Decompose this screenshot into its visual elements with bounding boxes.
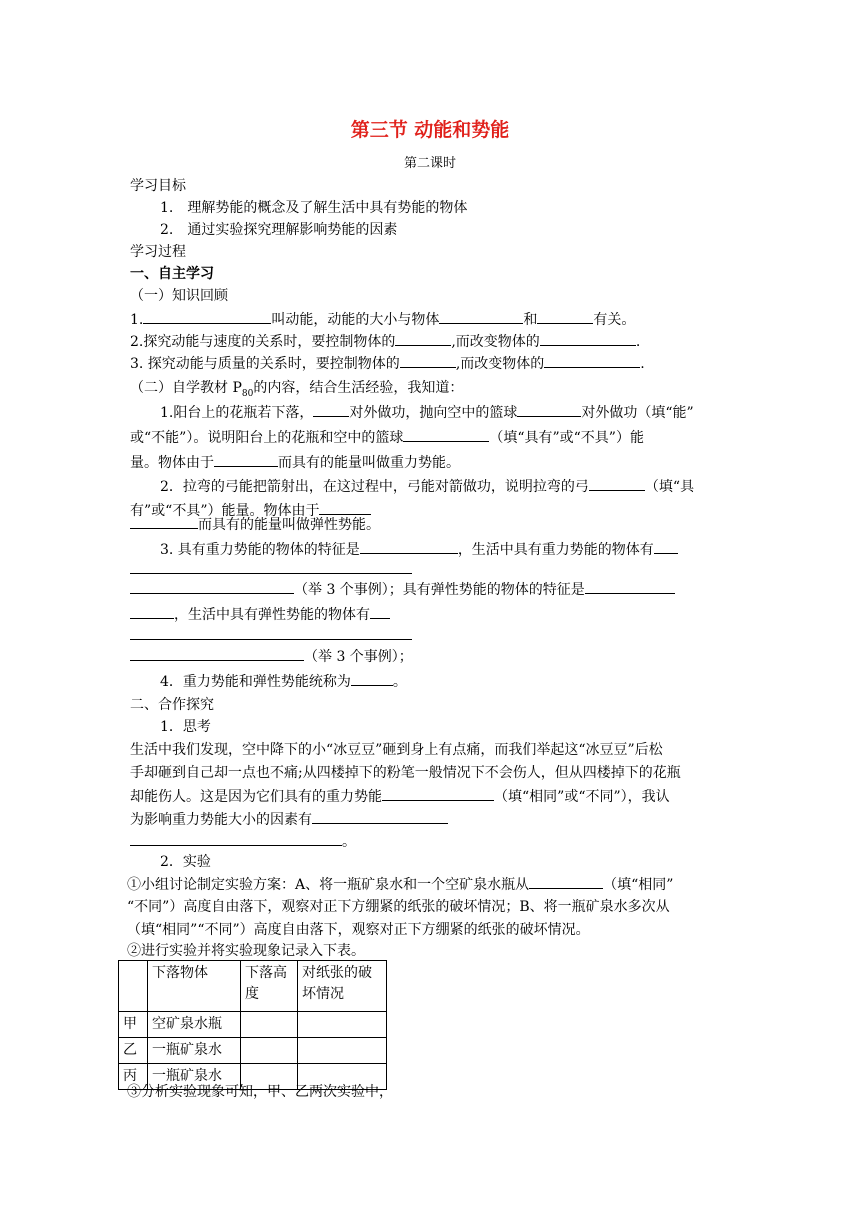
p3-line1: [160, 538, 678, 561]
blank[interactable]: [370, 603, 390, 619]
p-text: 1.阳台上的花瓶若下落，: [160, 405, 314, 421]
blank[interactable]: [130, 603, 174, 619]
table-header: 对纸张的破坏情况: [298, 961, 387, 1012]
blank[interactable]: [312, 808, 448, 824]
p2-line1: [160, 475, 694, 498]
experiment-heading: 2．实验: [160, 854, 211, 870]
table-row: [119, 1038, 387, 1064]
p3-line2: [130, 578, 675, 601]
blank[interactable]: [130, 645, 304, 661]
page-ref: 80: [241, 388, 254, 399]
blank[interactable]: [130, 830, 342, 846]
p-text: （举 3 个事例）；具有弹性势能的物体的特征是: [294, 582, 585, 598]
question-1: [130, 308, 635, 331]
table-cell[interactable]: [241, 1012, 298, 1038]
p-text: （举 3 个事例）；: [304, 649, 413, 665]
think-line4: [130, 808, 448, 831]
think-line3: [130, 785, 670, 808]
p1-line1: [160, 401, 694, 424]
q-text: 3. 探究动能与质量的关系时，要控制物体的: [130, 356, 400, 372]
table-cell[interactable]: [241, 1038, 298, 1064]
p-text: 而具有的能量叫做重力势能。: [278, 455, 460, 471]
p-text: 量。物体由于: [130, 455, 214, 471]
p2-line3: [130, 513, 380, 536]
experiment-table: [118, 960, 387, 1090]
blank[interactable]: [537, 308, 593, 324]
p1-line2: [130, 426, 644, 449]
part1-heading: （一）知识回顾: [130, 288, 228, 304]
blank[interactable]: [313, 401, 349, 417]
blank[interactable]: [585, 578, 675, 594]
table-header: [119, 961, 148, 1012]
table-header-row: [119, 961, 387, 1012]
part2-text: 的内容，结合生活经验，我知道：: [253, 380, 464, 396]
process-heading: 学习过程: [130, 244, 186, 260]
objective-item: 2. 通过实验探究理解影响势能的因素: [160, 222, 398, 238]
q-text: 2.探究动能与速度的关系时，要控制物体的: [130, 334, 396, 350]
blank[interactable]: [439, 308, 523, 324]
think-line1: 生活中我们发现，空中降下的小“冰豆豆”砸到身上有点痛，而我们举起这“冰豆豆”后松: [130, 742, 663, 758]
think-line2: 手却砸到自己却一点也不痛;从四楼掉下的粉笔一般情况下不会伤人，但从四楼掉下的花瓶: [130, 765, 681, 781]
blank[interactable]: [517, 401, 581, 417]
exp-line1: [127, 873, 673, 896]
section2-heading: 二、合作探究: [130, 697, 214, 713]
p3-line4: [130, 645, 413, 668]
blank[interactable]: [130, 578, 294, 594]
p-text: 却能伤人。这是因为它们具有的重力势能: [130, 789, 382, 805]
p-text: （填“相同”: [603, 877, 674, 893]
table-cell: 一瓶矿泉水: [148, 1064, 241, 1090]
think-line5: [130, 830, 356, 853]
answer-rule[interactable]: [130, 639, 412, 640]
p3-line3: [130, 603, 390, 626]
blank[interactable]: [351, 670, 393, 686]
part2-text: （二）自学教材 P: [130, 380, 242, 396]
blank[interactable]: [403, 426, 489, 442]
q-text: 叫动能，动能的大小与物体: [271, 312, 440, 328]
p-text: 对外做功，抛向空中的篮球: [349, 405, 518, 421]
q-text: 1.: [130, 312, 144, 328]
table-cell: 乙: [119, 1038, 148, 1064]
exp-line5: ③分析实验现象可知，甲、乙两次实验中，: [127, 1084, 393, 1100]
q-text: 和: [523, 312, 538, 328]
blank[interactable]: [529, 873, 603, 889]
think-heading: 1．思考: [160, 719, 211, 735]
p-text: 或“不能”）。说明阳台上的花瓶和空中的篮球: [130, 430, 404, 446]
blank[interactable]: [382, 785, 494, 801]
p-text: 4．重力势能和弹性势能统称为: [160, 674, 351, 690]
p1-line3: [130, 451, 460, 474]
p-text: （填“具有”或“不具”）能: [489, 430, 644, 446]
question-2: [130, 330, 640, 353]
question-3: [130, 352, 645, 375]
p-text: 对外做功（填“能”: [581, 405, 694, 421]
exp-line4: ②进行实验并将实验现象记录入下表。: [127, 943, 365, 959]
p-text: 而具有的能量叫做弹性势能。: [198, 517, 380, 533]
blank[interactable]: [130, 513, 198, 529]
objectives-heading: 学习目标: [130, 178, 186, 194]
q-text: .: [635, 334, 641, 350]
answer-rule[interactable]: [130, 573, 412, 574]
table-cell: 空矿泉水瓶: [148, 1012, 241, 1038]
p-text: （填“相同”或“不同”），我认: [494, 789, 670, 805]
q-text: ,而改变物体的: [451, 334, 540, 350]
p-text: （填“具: [644, 479, 695, 495]
table-row: [119, 1012, 387, 1038]
table-cell: 甲: [119, 1012, 148, 1038]
blank[interactable]: [214, 451, 278, 467]
p-text: 2．拉弯的弓能把箭射出，在这过程中，弓能对箭做功，说明拉弯的弓: [160, 479, 589, 495]
p-text: 有”或“不具”）能量。物体由于: [130, 503, 320, 519]
blank[interactable]: [360, 538, 458, 554]
blank[interactable]: [589, 475, 645, 491]
q-text: 有关。: [593, 312, 636, 328]
objective-item: 1. 理解势能的概念及了解生活中具有势能的物体: [160, 200, 468, 216]
blank[interactable]: [544, 352, 640, 368]
table-header: 下落高度: [241, 961, 298, 1012]
page-subtitle: 第二课时: [403, 156, 456, 171]
p-text: ，生活中具有弹性势能的物体有: [174, 607, 370, 623]
table-cell[interactable]: [298, 1038, 387, 1064]
exp-line3: （填“相同”“不同”）高度自由落下，观察对正下方绷紧的纸张的破坏情况。: [127, 922, 590, 938]
table-cell: 丙: [119, 1064, 148, 1090]
p4-line: [160, 670, 407, 693]
blank[interactable]: [540, 330, 636, 346]
p-text: 为影响重力势能大小的因素有: [130, 812, 312, 828]
p-text: 3. 具有重力势能的物体的特征是: [160, 542, 360, 558]
blank[interactable]: [395, 330, 451, 346]
blank[interactable]: [400, 352, 456, 368]
p-text: ，生活中具有重力势能的物体有: [457, 542, 654, 558]
blank[interactable]: [654, 538, 678, 554]
section1-heading: 一、自主学习: [130, 266, 214, 282]
table-header: 下落物体: [148, 961, 241, 1012]
p-text: 。: [342, 834, 356, 850]
q-text: .: [640, 356, 645, 372]
q-text: ,而改变物体的: [455, 356, 545, 372]
blank[interactable]: [143, 308, 271, 324]
p-text: 。: [392, 674, 407, 690]
page-title: 第三节 动能和势能: [350, 119, 510, 141]
exp-line2: “不同”）高度自由落下，观察对正下方绷紧的纸张的破坏情况；B、将一瓶矿泉水多次从: [127, 899, 670, 915]
table-cell[interactable]: [298, 1012, 387, 1038]
table-cell: 一瓶矿泉水: [148, 1038, 241, 1064]
p-text: ①小组讨论制定实验方案：A、将一瓶矿泉水和一个空矿泉水瓶从: [127, 877, 530, 893]
